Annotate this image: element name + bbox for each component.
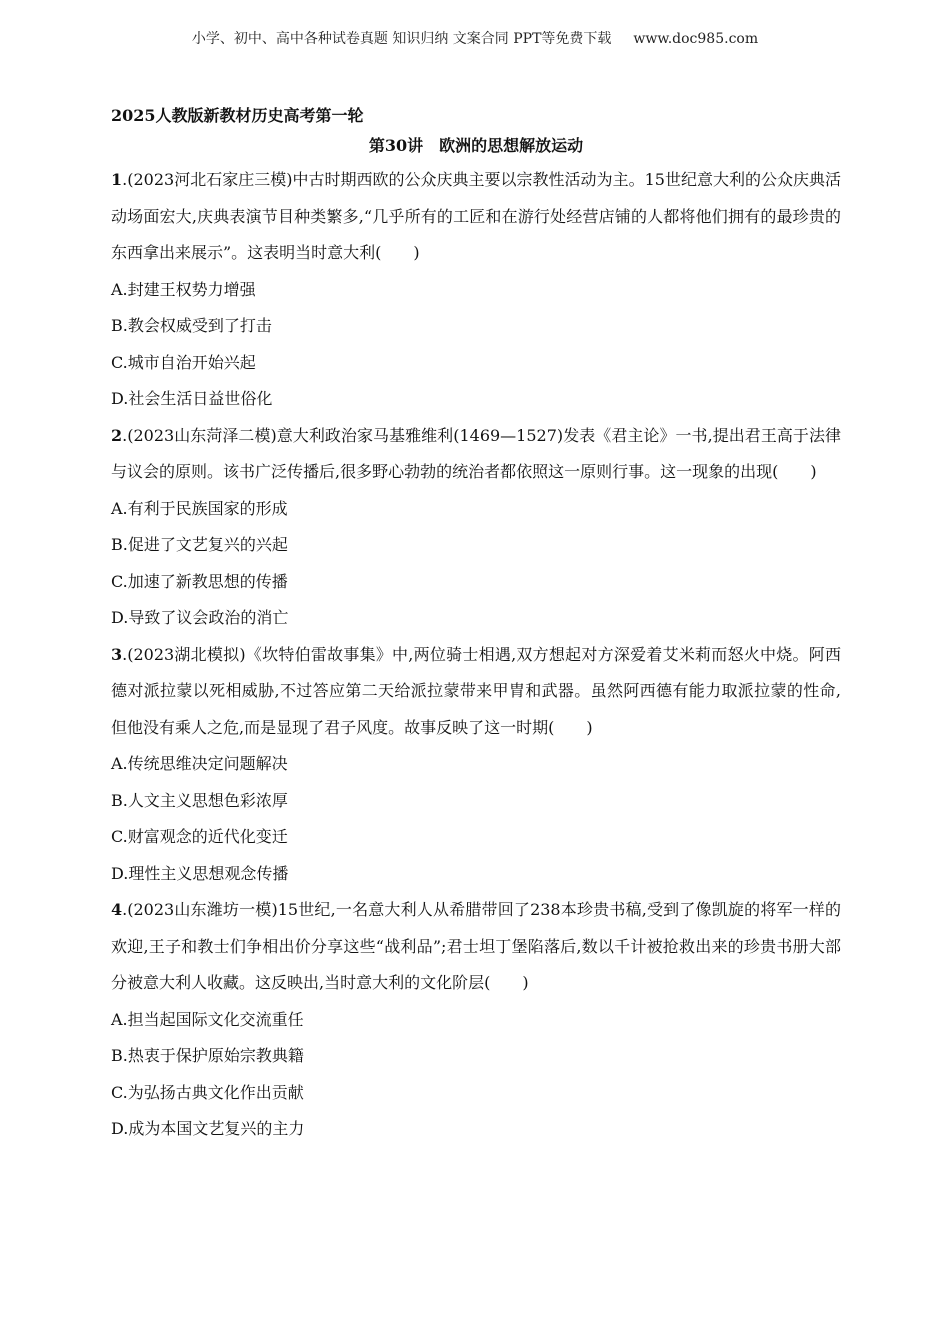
question-1 [111, 162, 841, 418]
question-4 [111, 892, 841, 1148]
option-d: D.导致了议会政治的消亡 [111, 608, 289, 627]
option-b: B.教会权威受到了打击 [111, 316, 272, 335]
option-a: A.传统思维决定问题解决 [111, 754, 288, 773]
option-b: B.人文主义思想色彩浓厚 [111, 790, 288, 810]
question-text: .(2023湖北模拟)《坎特伯雷故事集》中,两位骑士相遇,双方想起对方深爱着艾米莉而怒火中烧。阿西德对派拉蒙以死相威胁,不过答应第二天给派拉蒙带来甲胄和武器。虽然阿西德有能力取派拉蒙的性命,但他没有乘人之危,而是显现了君子风度。故事反映了这一时期( ) [111, 644, 841, 737]
question-stem [111, 892, 841, 1002]
document-body [111, 104, 841, 1148]
option-c: C.财富观念的近代化变迁 [111, 827, 288, 846]
question-text: .(2023山东菏泽二模)意大利政治家马基雅维利(1469—1527)发表《君主论》一书,提出君王高于法律与议会的原则。该书广泛传播后,很多野心勃勃的统治者都依照这一原则行事。这一现象的出现( ) [111, 425, 841, 481]
series-title: 2025人教版新教材历史高考第一轮 [111, 106, 364, 125]
option-d: D.社会生活日益世俗化 [111, 389, 273, 408]
question-3 [111, 637, 841, 893]
lecture-title: 第30讲 欧洲的思想解放运动 [368, 136, 584, 155]
page-header [0, 28, 950, 48]
option-d: D.成为本国文艺复兴的主力 [111, 1119, 305, 1138]
option-a: A.封建王权势力增强 [111, 279, 256, 299]
option-d: D.理性主义思想观念传播 [111, 863, 289, 883]
option-a: A.有利于民族国家的形成 [111, 498, 288, 518]
header-website: www.doc985.com [633, 31, 759, 47]
question-2 [111, 418, 841, 637]
option-a: A.担当起国际文化交流重任 [111, 1009, 304, 1029]
option-c: C.为弘扬古典文化作出贡献 [111, 1082, 304, 1102]
option-b: B.促进了文艺复兴的兴起 [111, 535, 288, 554]
question-number: 1 [111, 170, 123, 189]
option-b: B.热衷于保护原始宗教典籍 [111, 1046, 304, 1065]
question-stem [111, 637, 841, 747]
question-number: 3 [111, 644, 123, 664]
question-text: .(2023河北石家庄三模)中古时期西欧的公众庆典主要以宗教性活动为主。15世纪意大利的公众庆典活动场面宏大,庆典表演节目种类繁多,“几乎所有的工匠和在游行处经营店铺的人都将他们拥有的最珍贵的东西拿出来展示”。这表明当时意大利( ) [111, 170, 841, 262]
option-c: C.城市自治开始兴起 [111, 352, 256, 372]
question-stem [111, 162, 841, 272]
question-number: 2 [111, 425, 123, 445]
option-c: C.加速了新教思想的传播 [111, 571, 288, 591]
question-stem [111, 418, 841, 491]
question-number: 4 [111, 900, 123, 919]
question-text: .(2023山东潍坊一模)15世纪,一名意大利人从希腊带回了238本珍贵书稿,受到了像凯旋的将军一样的欢迎,王子和教士们争相出价分享这些“战利品”;君士坦丁堡陷落后,数以千计被抢救出来的珍贵书册大部分被意大利人收藏。这反映出,当时意大利的文化阶层( ) [111, 900, 841, 992]
header-promo-text: 小学、初中、高中各种试卷真题 知识归纳 文案合同 PPT等免费下载 [191, 31, 612, 47]
